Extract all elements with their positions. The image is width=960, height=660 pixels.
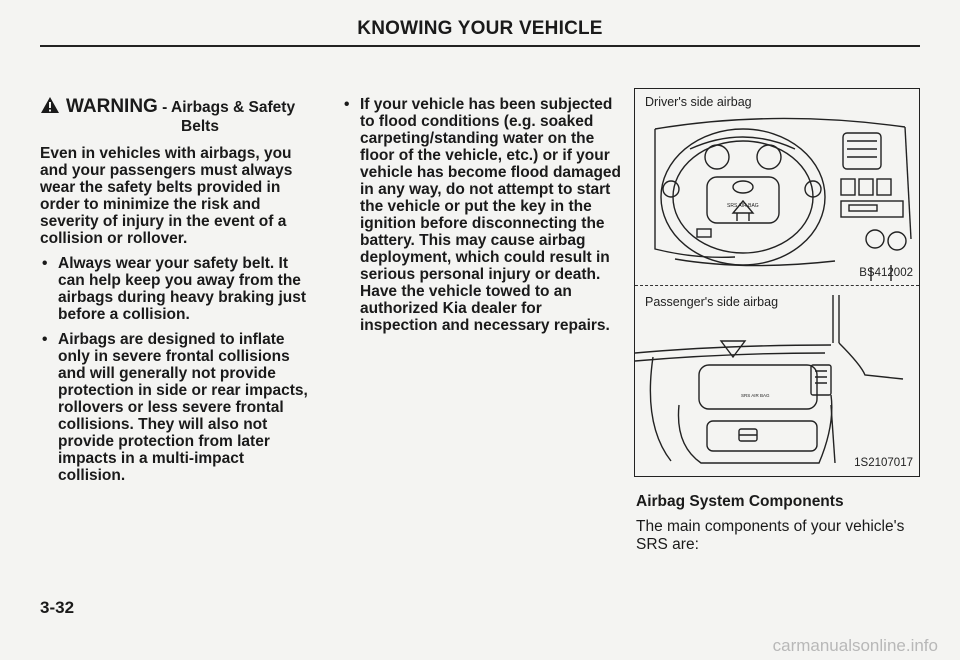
flood-bullet: • If your vehicle has been subjected to flood conditions (e.g. soaked carpeting/standing water on the floor of the vehicle, etc.) or if your vehicle has become flood damaged in any way, do not attempt to start the vehicle or put the key in the ignition before disconnecting the battery. This may cause airbag deployment, which could result in serious personal injury or death. Have the vehicle towed to an authorized Kia dealer for inspection and necessary repairs. [342,96,622,334]
page-number: 3-32 [40,598,75,617]
driver-figure-code: BS412002 [859,267,913,279]
warning-column [40,96,315,492]
passenger-figure-code: 1S2107017 [854,457,913,469]
warning-bullet-list [40,255,315,484]
flood-bullet-list [342,96,622,334]
driver-airbag-illustration [635,89,919,285]
header-rule [40,45,920,47]
dash-srs-badge: SRS AIR BAG [741,393,770,398]
driver-airbag-label: Driver's side airbag [645,95,752,109]
warning-bullet: • Always wear your safety belt. It can help keep you away from the airbags during heavy braking just before a collision. [40,255,315,323]
warning-triangle-icon [40,96,60,118]
flood-column [342,96,622,342]
passenger-airbag-illustration [635,285,919,475]
warning-title-line2: Belts [181,118,219,135]
warning-title-suffix: - Airbags & Safety [162,99,296,116]
steering-srs-badge: SRS AIR BAG [727,203,759,209]
airbag-figure [634,88,920,477]
page-header: KNOWING YOUR VEHICLE [357,18,603,39]
warning-bullet: • Airbags are designed to inflate only in severe frontal collisions and will generally not provide protection in side or rear impacts, rollovers or less severe frontal collisions. They will also not provide protection from later impacts in a multi-impact collision. [40,331,315,484]
warning-heading [40,96,315,118]
section-body: The main components of your vehicle's SRS are: [636,518,905,553]
watermark: carmanualsonline.info [772,636,938,655]
warning-intro: Even in vehicles with airbags, you and your passengers must always wear the safety belts provided in order to minimize the risk and severity of injury in the event of a collision or rollover. [40,145,293,247]
section-title: Airbag System Components [636,493,844,510]
warning-label: WARNING [66,96,158,117]
passenger-airbag-label: Passenger's side airbag [645,295,779,309]
